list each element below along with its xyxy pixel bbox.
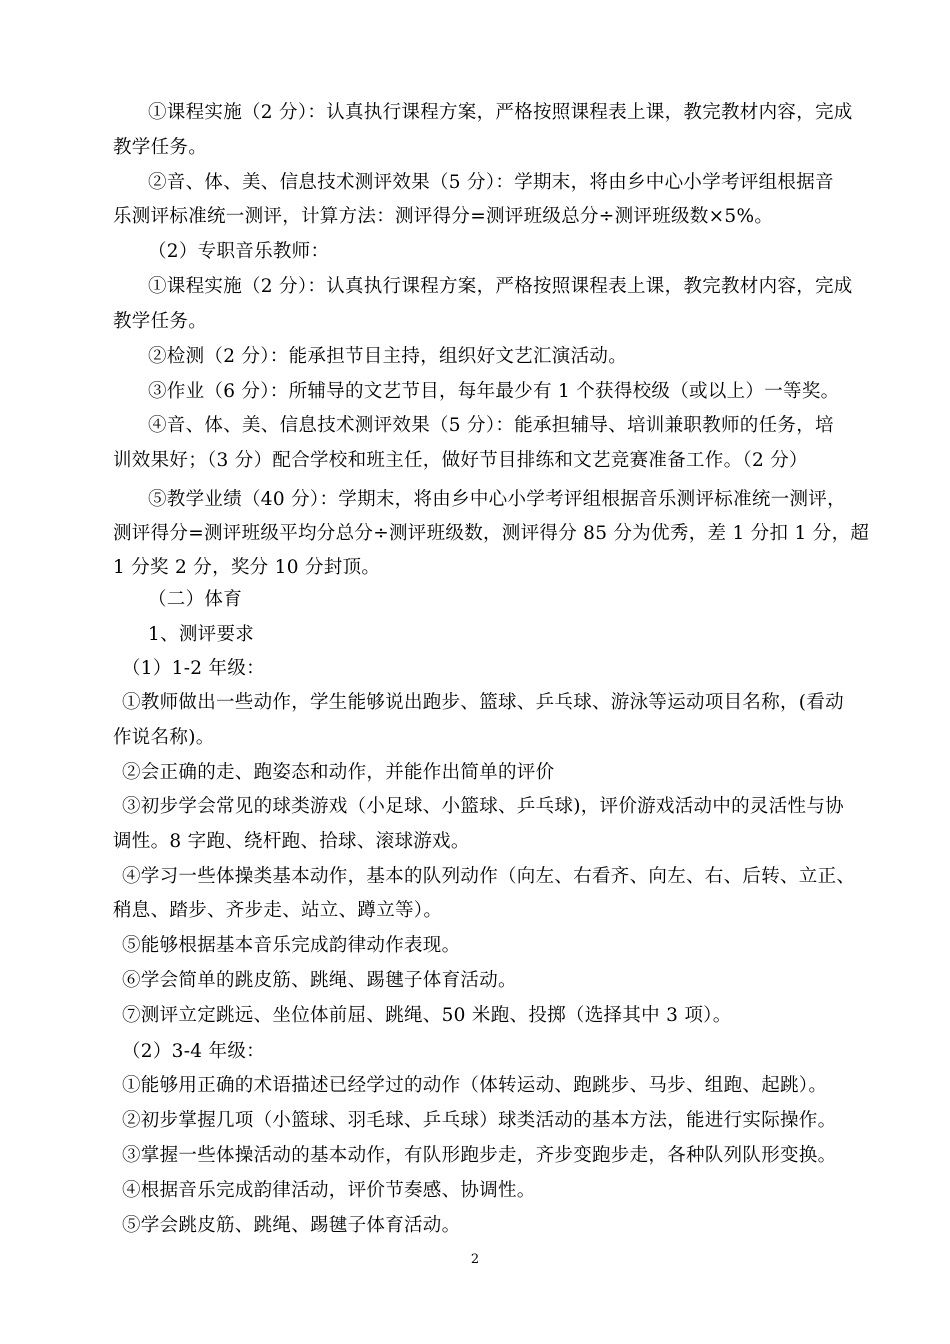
text-line: 教学任务。 [113,311,208,332]
text-line: ①教师做出一些动作，学生能够说出跑步、篮球、乒乓球、游泳等运动项目名称，(看动 [122,692,844,713]
text-line: ②会正确的走、跑姿态和动作，并能作出简单的评价 [122,762,555,783]
text-line: ②检测（2 分）：能承担节目主持，组织好文艺汇演活动。 [148,346,628,367]
text-line: ③初步学会常见的球类游戏（小足球、小篮球、乒乓球)，评价游戏活动中的灵活性与协 [122,796,844,817]
text-line: 测评得分=测评班级平均分总分÷测评班级数，测评得分 85 分为优秀，差 1 分扣 1 分，超 [113,523,870,544]
text-line: ①能够用正确的术语描述已经学过的动作（体转运动、跑跳步、马步、组跑、起跳）。 [122,1075,828,1096]
text-line: ⑤学会跳皮筋、跳绳、踢毽子体育活动。 [122,1215,461,1236]
text-line: 稍息、踏步、齐步走、站立、蹲立等）。 [113,900,443,921]
subsection-heading: 1、测评要求 [148,624,255,645]
text-line: ③掌握一些体操活动的基本动作，有队形跑步走，齐步变跑步走，各种队列队形变换。 [122,1145,837,1166]
text-line: ①课程实施（2 分）：认真执行课程方案，严格按照课程表上课，教完教材内容，完成 [148,102,853,123]
text-line: ②音、体、美、信息技术测评效果（5 分）：学期末，将由乡中心小学考评组根据音 [148,172,834,193]
text-line: ②初步掌握几项（小篮球、羽毛球、乒乓球）球类活动的基本方法，能进行实际操作。 [122,1110,837,1131]
page-number: 2 [470,1252,480,1267]
text-line: ⑤教学业绩（40 分）：学期末，将由乡中心小学考评组根据音乐测评标准统一测评， [148,489,846,510]
text-line: ④学习一些体操类基本动作，基本的队列动作（向左、右看齐、向左、右、后转、立正、 [122,866,856,887]
text-line: ④根据音乐完成韵律活动，评价节奏感、协调性。 [122,1180,536,1201]
text-line: 乐测评标准统一测评，计算方法：测评得分=测评班级总分÷测评班级数×5%。 [113,206,774,227]
text-line: ④音、体、美、信息技术测评效果（5 分）：能承担辅导、培训兼职教师的任务，培 [148,415,834,436]
text-line: ⑦测评立定跳远、坐位体前屈、跳绳、50 米跑、投掷（选择其中 3 项）。 [122,1005,732,1026]
text-line: 1 分奖 2 分，奖分 10 分封顶。 [113,557,381,578]
section-heading: （二）体育 [148,589,243,610]
text-line: ⑤能够根据基本音乐完成韵律动作表现。 [122,935,461,956]
text-line: 作说名称)。 [113,727,215,748]
text-line: （2）专职音乐教师： [148,241,330,262]
grade-heading: （1）1-2 年级： [122,658,265,679]
text-line: ①课程实施（2 分）：认真执行课程方案，严格按照课程表上课，教完教材内容，完成 [148,276,853,297]
text-line: 调性。8 字跑、绕杆跑、拾球、滚球游戏。 [113,831,470,852]
text-line: 训效果好；（3 分）配合学校和班主任，做好节目排练和文艺竞赛准备工作。（2 分） [113,450,808,471]
grade-heading: （2）3-4 年级： [122,1041,265,1062]
text-line: 教学任务。 [113,137,208,158]
text-line: ⑥学会简单的跳皮筋、跳绳、踢毽子体育活动。 [122,970,517,991]
text-line: ③作业（6 分）：所辅导的文艺节目，每年最少有 1 个获得校级（或以上）一等奖。 [148,381,840,402]
